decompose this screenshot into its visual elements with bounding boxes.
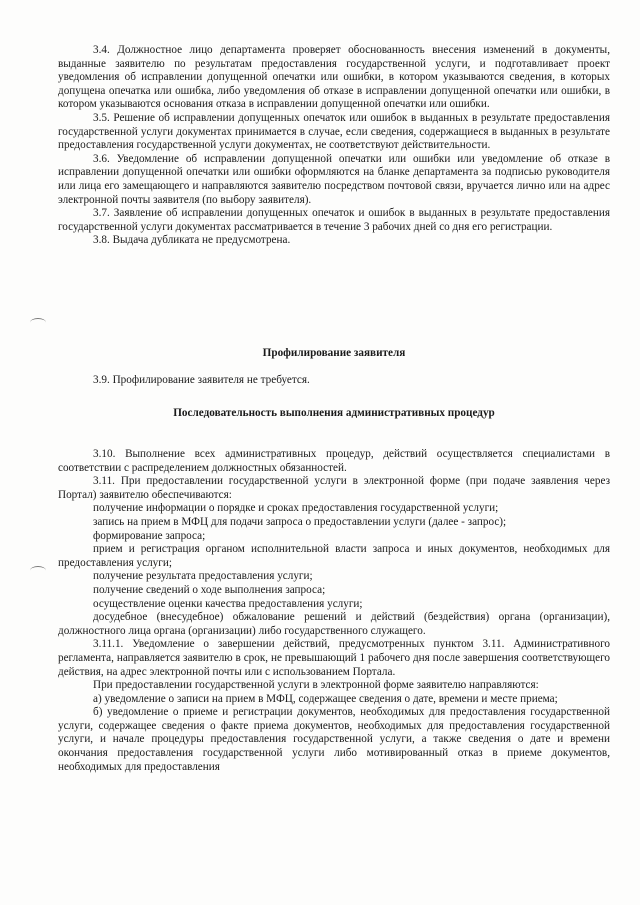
- list-item: досудебное (внесудебное) обжалование решений и действий (бездействия) органа (организации), должностного лица органа (организации) либо государственного служащего.: [58, 611, 610, 637]
- paragraph-3-7: 3.7. Заявление об исправлении допущенных опечаток и ошибок в выданных в результате предоставления государственной услуги документах рассматривается в течение 3 рабочих дней со дня его регистрации.: [58, 207, 610, 233]
- list-item: получение сведений о ходе выполнения запроса;: [93, 583, 326, 596]
- section-paragraphs-top: [58, 44, 610, 248]
- list-item: прием и регистрация органом исполнительной власти запроса и иных документов, необходимых для предоставления услуги;: [58, 543, 610, 569]
- paragraph-electronic-form: При предоставлении государственной услуги в электронной форме заявителю направляются:: [93, 679, 539, 692]
- list-item: запись на прием в МФЦ для подачи запроса о предоставлении услуги (далее - запрос);: [93, 515, 507, 528]
- heading-sequence: Последовательность выполнения административных процедур: [173, 407, 495, 419]
- list-item: формирование запроса;: [93, 529, 206, 542]
- paragraph-3-11: 3.11. При предоставлении государственной услуги в электронной форме (при подаче заявления через Портал) заявителю обеспечиваются:: [58, 475, 610, 501]
- margin-mark: [30, 566, 46, 575]
- paragraph-profiling-wrap: [58, 374, 610, 388]
- margin-mark: [30, 318, 46, 327]
- list-item: получение информации о порядке и сроках предоставления государственной услуги;: [93, 502, 499, 515]
- paragraph-3-11-1: 3.11.1. Уведомление о завершении действий, предусмотренных пунктом 3.11. Административного регламента, направляется заявителю в срок, не превышающий 1 рабочего дня после завершения соответствующего действия, на адрес электронной почты или с использованием Портала.: [58, 638, 610, 678]
- paragraph-3-6: 3.6. Уведомление об исправлении допущенной опечатки или ошибки или уведомление об отказе в исправлении допущенной опечатки или ошибки оформляются на бланке департамента за подписью руководителя или лица его замещающего и направляются заявителю посредством почтовой связи, вручается лично или на адрес электронной почты заявителя (по выбору заявителя).: [58, 152, 610, 206]
- list-item-a: а) уведомление о записи на прием в МФЦ, содержащее сведения о дате, времени и месте приема;: [93, 692, 558, 705]
- heading-profiling: Профилирование заявителя: [262, 347, 406, 359]
- paragraph-3-9: 3.9. Профилирование заявителя не требуется.: [93, 374, 310, 386]
- paragraph-3-10: 3.10. Выполнение всех административных процедур, действий осуществляется специалистами в соответствии с распределением должностных обязанностей.: [58, 448, 610, 474]
- list-item: получение результата предоставления услуги;: [93, 570, 313, 583]
- list-item-b: б) уведомление о приеме и регистрации документов, необходимых для предоставления государственной услуги, содержащее сведения о факте приема документов, необходимых для предоставления государственной услуги, и начале процедуры предоставления государственной услуги, а также сведения о дате и времени окончания предоставления государственной услуги либо мотивированный отказ в приеме документов, необходимых для предоставления: [58, 706, 610, 773]
- heading-sequence-wrap: [58, 407, 610, 421]
- paragraph-3-4: 3.4. Должностное лицо департамента проверяет обоснованность внесения изменений в документы, выданные заявителю по результатам предоставления государственной услуги, и подготавливает проект уведомления об исправлении допущенной опечатки или ошибки, в котором указываются сведения, в которых допущена опечатка или ошибка, либо уведомления об отказе в исправлении допущенной опечатки или ошибки, в котором указываются основания отказа в исправлении допущенной опечатки или ошибки.: [58, 44, 610, 111]
- heading-profiling-wrap: [58, 347, 610, 361]
- paragraph-3-5: 3.5. Решение об исправлении допущенных опечаток или ошибок в выданных в результате предоставления государственной услуги документах принимается в случае, если сведения, содержащиеся в выданных в результате предоставления государственной услуги документах, не соответствуют действительности.: [58, 111, 610, 152]
- list-item: осуществление оценки качества предоставления услуги;: [93, 597, 363, 610]
- paragraph-3-8: 3.8. Выдача дубликата не предусмотрена.: [93, 234, 291, 247]
- section-paragraphs-bottom: [58, 448, 610, 774]
